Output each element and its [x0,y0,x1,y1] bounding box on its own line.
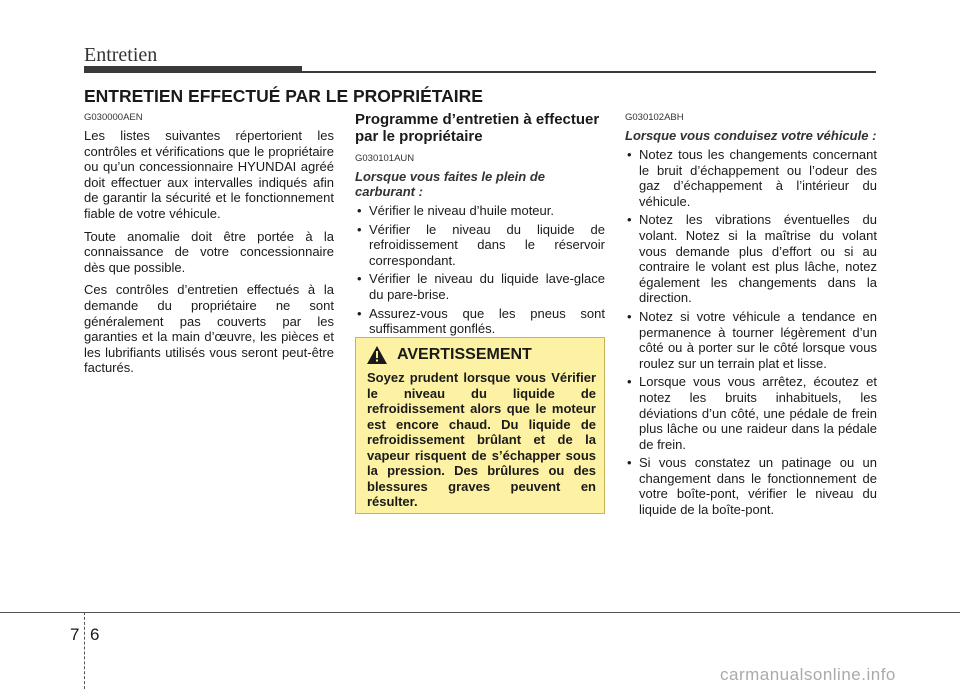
paragraph: Ces contrôles d’entretien effectués à la demande du propriétaire ne sont généralement pas couverts par les garanties et la main d’œuvre, les pièces et les lubrifiants utilisés vous seront peut-être facturés. [84,282,334,376]
column-2 [355,112,605,340]
driving-checklist [625,147,877,518]
footer-rule [0,612,960,613]
refuel-checklist [355,203,605,337]
program-heading: Programme d’entretien à effectuer par le propriétaire [355,111,600,145]
section-code: G030101AUN [355,153,415,164]
page-number: 6 [90,625,100,644]
warning-box [355,337,605,514]
footer-separator [84,612,85,689]
column-1 [84,112,334,383]
list-item: • Assurez-vous que les pneus sont suffisamment gonflés. [357,305,605,337]
column-3 [625,112,877,521]
page-chapter-number: 7 [70,625,80,644]
warning-title: AVERTISSEMENT [397,346,532,363]
list-item: • Vérifier le niveau du liquide lave-glace du pare-brise. [357,271,605,302]
paragraph: Les listes suivantes répertorient les contrôles et vérifications que le propriétaire ou qu’un concessionnaire HYUNDAI agréé doit effectuer aux intervalles indiqués afin de garantir la sécurité et le fonctionnement fiable de votre véhicule. [84,128,334,221]
list-item: • Notez les vibrations éventuelles du volant. Notez si la maîtrise du volant vous demande plus d’effort ou si au contraire le volant est plus lâche, notez également les changements dans la direction. [627,212,877,306]
list-item: • Vérifier le niveau d’huile moteur. [357,203,554,218]
section-title: ENTRETIEN EFFECTUÉ PAR LE PROPRIÉTAIRE [84,86,483,106]
driving-subheading: Lorsque vous conduisez votre véhicule : [625,128,877,143]
list-item: • Lorsque vous vous arrêtez, écoutez et notez les bruits inhabituels, les déviations d’un côté, une pédale de frein plus lâche ou une raideur dans la pédale de frein. [627,374,877,452]
header-rule [84,71,876,73]
list-item: • Si vous constatez un patinage ou un changement dans le fonctionnement de votre boîte-pont, vérifier le niveau du liquide de la boîte-pont. [627,455,877,518]
refuel-subheading: Lorsque vous faites le plein de carburant : [355,169,545,199]
list-item: • Notez tous les changements concernant le bruit d’échappement ou l’odeur des gaz d’échappement à l’intérieur du véhicule. [627,147,877,209]
watermark: carmanualsonline.info [720,665,896,684]
warning-triangle-icon [367,346,387,364]
section-code: G030102ABH [625,112,684,123]
warning-text: Soyez prudent lorsque vous Vérifier le niveau du liquide de refroidissement alors que le moteur est encore chaud. Du liquide de refroidissement brûlant et de la vapeur risquent de s’échapper sous la pression. Des brûlures ou des blessures graves peuvent en résulter. [367,370,596,509]
warning-header [367,346,596,364]
list-item: • Vérifier le niveau du liquide de refroidissement dans le réservoir correspondant. [357,221,605,268]
header-title: Entretien [84,44,158,66]
paragraph: Toute anomalie doit être portée à la connaissance de votre concessionnaire dès que possible. [84,228,334,275]
section-code: G030000AEN [84,112,143,123]
list-item: • Notez si votre véhicule a tendance en permanence à tourner légèrement d’un côté ou à porter sur le côté lorsque vous roulez sur un terrain plat et lisse. [627,308,877,371]
